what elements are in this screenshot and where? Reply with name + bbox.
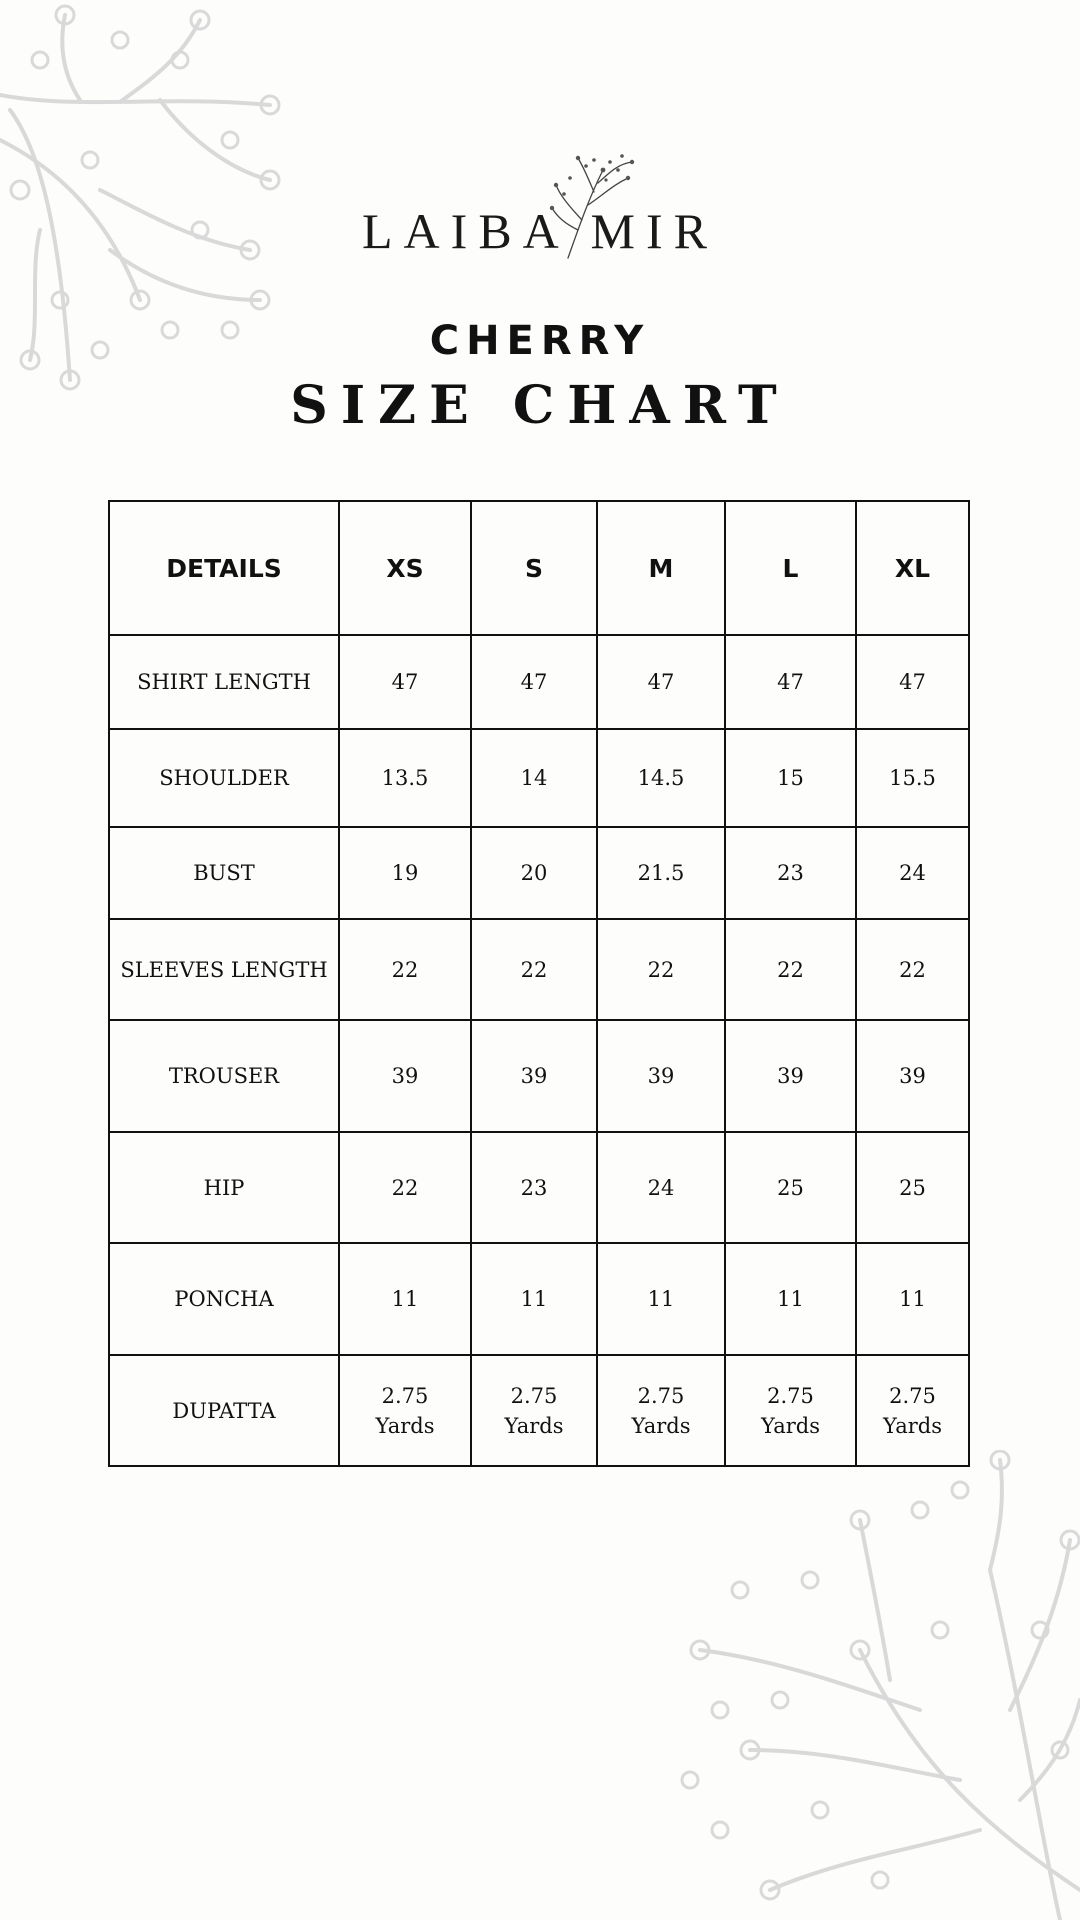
table-cell: 2.75 Yards <box>725 1355 856 1466</box>
table-row <box>109 1355 969 1466</box>
table-row <box>109 1020 969 1132</box>
table-cell: 22 <box>725 919 856 1020</box>
row-label: BUST <box>109 827 339 919</box>
table-cell: 39 <box>339 1020 471 1132</box>
table-header-row <box>109 501 969 635</box>
table-cell: 25 <box>856 1132 969 1243</box>
table-row <box>109 1243 969 1355</box>
table-row <box>109 635 969 729</box>
table-cell: 2.75 Yards <box>339 1355 471 1466</box>
table-cell: 22 <box>339 1132 471 1243</box>
collection-name: CHERRY <box>429 318 651 364</box>
table-cell: 15.5 <box>856 729 969 827</box>
row-label: TROUSER <box>109 1020 339 1132</box>
table-cell: 47 <box>471 635 597 729</box>
table-row <box>109 1132 969 1243</box>
table-cell: 11 <box>856 1243 969 1355</box>
table-cell: 22 <box>471 919 597 1020</box>
table-cell: 22 <box>597 919 725 1020</box>
row-label: SHOULDER <box>109 729 339 827</box>
table-row <box>109 919 969 1020</box>
header-details: DETAILS <box>109 501 339 635</box>
floral-branch-icon <box>660 1450 1080 1920</box>
table-cell: 23 <box>471 1132 597 1243</box>
table-cell: 11 <box>725 1243 856 1355</box>
table-cell: 39 <box>725 1020 856 1132</box>
size-chart-table <box>108 500 970 1467</box>
header-size-l: L <box>725 501 856 635</box>
table-row <box>109 729 969 827</box>
brand-logo <box>0 150 1080 260</box>
table-cell: 47 <box>339 635 471 729</box>
brand-name: LAIBA MIR <box>362 203 718 259</box>
row-label: DUPATTA <box>109 1355 339 1466</box>
page-title: SIZE CHART <box>290 375 790 436</box>
row-label: PONCHA <box>109 1243 339 1355</box>
table-cell: 47 <box>856 635 969 729</box>
table-cell: 39 <box>471 1020 597 1132</box>
table-cell: 25 <box>725 1132 856 1243</box>
table-cell: 21.5 <box>597 827 725 919</box>
table-cell: 47 <box>725 635 856 729</box>
table-cell: 24 <box>597 1132 725 1243</box>
header-size-m: M <box>597 501 725 635</box>
table-cell: 2.75 Yards <box>597 1355 725 1466</box>
row-label: SLEEVES LENGTH <box>109 919 339 1020</box>
header-size-xl: XL <box>856 501 969 635</box>
table-cell: 24 <box>856 827 969 919</box>
table-cell: 13.5 <box>339 729 471 827</box>
table-cell: 11 <box>471 1243 597 1355</box>
table-cell: 23 <box>725 827 856 919</box>
table-cell: 15 <box>725 729 856 827</box>
table-cell: 20 <box>471 827 597 919</box>
table-cell: 19 <box>339 827 471 919</box>
row-label: SHIRT LENGTH <box>109 635 339 729</box>
table-cell: 47 <box>597 635 725 729</box>
header-size-xs: XS <box>339 501 471 635</box>
table-cell: 2.75 Yards <box>471 1355 597 1466</box>
table-cell: 22 <box>856 919 969 1020</box>
header-size-s: S <box>471 501 597 635</box>
table-cell: 11 <box>339 1243 471 1355</box>
table-cell: 14.5 <box>597 729 725 827</box>
table-cell: 14 <box>471 729 597 827</box>
table-cell: 39 <box>597 1020 725 1132</box>
table-row <box>109 827 969 919</box>
table-cell: 22 <box>339 919 471 1020</box>
table-cell: 39 <box>856 1020 969 1132</box>
row-label: HIP <box>109 1132 339 1243</box>
table-cell: 2.75 Yards <box>856 1355 969 1466</box>
table-cell: 11 <box>597 1243 725 1355</box>
